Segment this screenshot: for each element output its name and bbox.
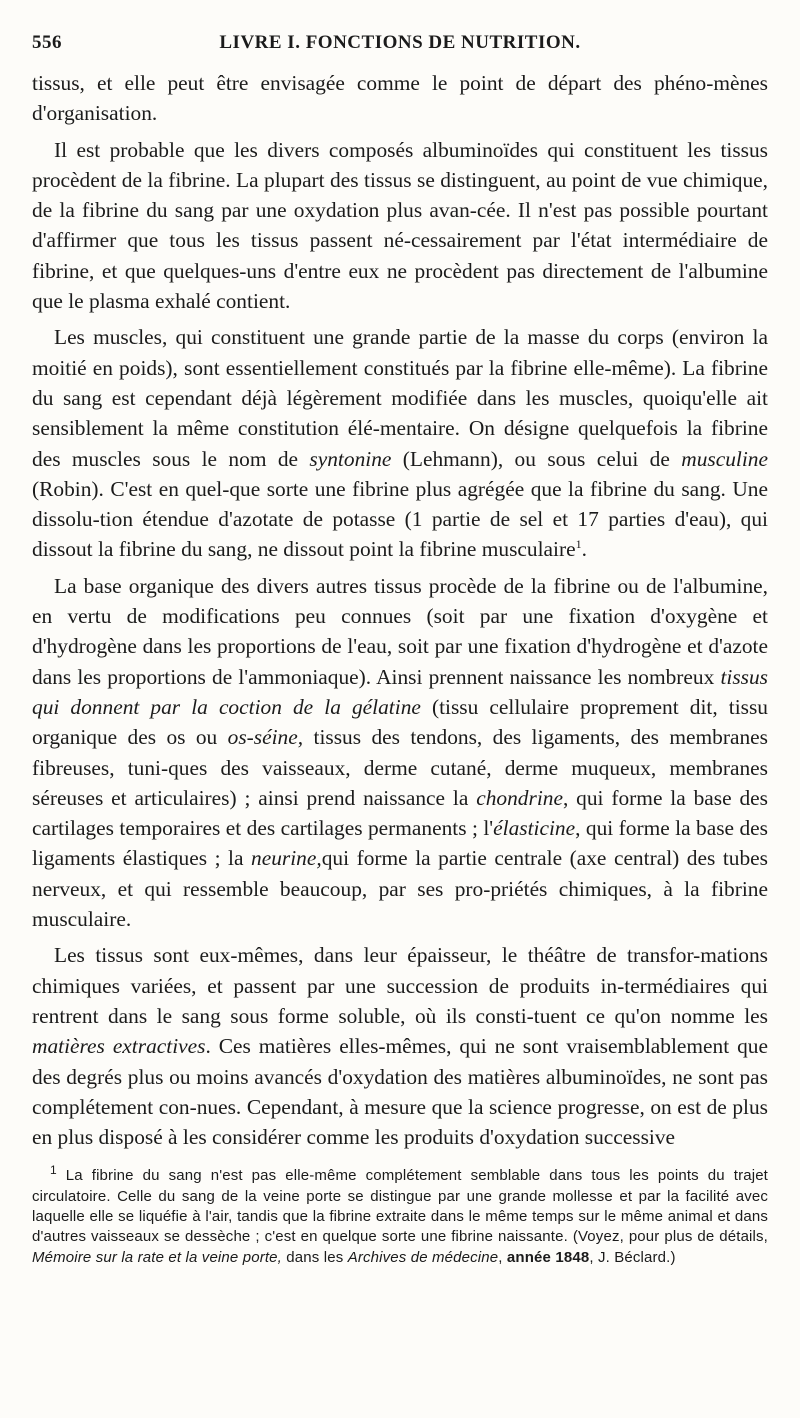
running-head-title: LIVRE I. FONCTIONS DE NUTRITION. <box>219 32 581 53</box>
italic-term: neurine, <box>251 846 322 871</box>
text-run: (Lehmann), ou sous celui de <box>391 446 682 471</box>
italic-term: chondrine <box>476 785 563 810</box>
text-run: année 1848 <box>506 1248 590 1266</box>
text-run: Il est probable que les divers composés albuminoïdes qui constituent les tissus procèdent de la fibrine. La plupart des tissus se distinguent, au point de vue chimique, de la fibrine du sang par une oxydation plus avan-cée. Il n'est pas possible pourtant d'affirmer que tous les tissus passent né-cessairement par l'état intermédiaire de fibrine, et que quelques-uns d'entre eux ne procèdent pas directement de l'albumine que le plasma exhalé contient. <box>32 137 768 314</box>
text-run: , qui forme la base des ligaments élastiques ; la <box>32 816 768 871</box>
text-run: . Ces matières elles-mêmes, qui ne sont vraisemblablement que des degrés plus ou moins avancés d'oxydation des matières albuminoïdes, ne sont pas complétement con-nues. Cependant, à mesure que la science progresse, on est de plus en plus disposé à les considérer comme les produits d'oxydation successive <box>32 1034 768 1150</box>
paragraph <box>32 135 768 317</box>
text-run: tissus, et elle peut être envisagée comme le point de départ des phéno-mènes d'organisation. <box>32 71 768 126</box>
paragraph <box>32 322 768 564</box>
footnote-marker: 1 <box>50 1163 57 1178</box>
footnote <box>32 1163 768 1267</box>
text-run: , <box>498 1248 507 1266</box>
text-run: Les muscles, qui constituent une grande partie de la masse du corps (environ la moitié en poids), sont essentiellement constitués par la fibrine elle-même). La fibrine du sang est cependant déjà légèrement modifiée dans les muscles, quoiqu'elle ait sensiblement la même constitution élé-mentaire. On désigne quelquefois la fibrine des muscles sous le nom de <box>32 325 768 471</box>
paragraph <box>32 940 768 1152</box>
text-run: , qui forme la base des cartilages temporaires et des cartilages permanents ; l' <box>32 785 768 841</box>
text-run: (Robin). C'est en quel-que sorte une fibrine plus agrégée que la fibrine du sang. Une dissolu-tion étendue d'azotate de potasse (1 partie de sel et 17 parties d'eau), qui dissout la fibrine du sang, ne dissout point la fibrine musculaire <box>32 476 768 562</box>
text-run: , J. Béclard.) <box>589 1248 676 1266</box>
book-page <box>32 28 768 1268</box>
italic-term: tissus qui donnent par la coction de la gélatine <box>32 664 768 719</box>
body-text <box>32 68 768 1152</box>
text-run: Les tissus sont eux-mêmes, dans leur épaisseur, le théâtre de transfor-mations chimiques variées, et passent par une succession de produits in-termédiaires qui rentrent dans le sang sous forme soluble, où ils consti-tuent ce qu'on nomme les <box>32 943 768 1028</box>
italic-term: syntonine <box>309 446 392 471</box>
paragraph <box>32 571 768 935</box>
text-run: (tissu cellulaire proprement dit, tissu organique des os ou <box>32 694 768 750</box>
italic-term: Mémoire sur la rate et la veine porte, <box>32 1248 282 1266</box>
page-number: 556 <box>32 32 62 53</box>
text-run: La fibrine du sang n'est pas elle-même complétement semblable dans tous les points du trajet circulatoire. Celle du sang de la veine porte se distingue par une grande mollesse et par la facilité avec laquelle elle se liquéfie à l'air, tandis que la fibrine extraite dans le même temps sur le même animal et dans d'autres vaisseaux se dessèche ; c'est en quelque sorte une fibrine naissante. (Voyez, pour plus de détails, <box>32 1167 768 1246</box>
italic-term: élasticine <box>493 816 576 841</box>
paragraph <box>32 68 768 129</box>
running-header <box>32 28 768 68</box>
text-run: tissus des tendons, des ligaments, des membranes fibreuses, tuni-ques des vaisseaux, derme cutané, derme muqueux, membranes séreuses et articulaires) ; ainsi prend naissance la <box>32 725 768 810</box>
text-run: qui forme la partie centrale (axe central) des tubes nerveux, et qui ressemble beaucoup, par ses pro-priétés chimiques, à la fibrine musculaire. <box>32 846 768 932</box>
text-run: . <box>581 537 587 562</box>
italic-term: Archives de médecine <box>347 1248 499 1266</box>
footnote-marker: 1 <box>575 537 582 552</box>
italic-term: matières extractives <box>32 1034 206 1059</box>
text-run: La base organique des divers autres tissus procède de la fibrine ou de l'albumine, en vertu de modifications peu connues (soit par une fixation d'oxygène et d'hydrogène dans les proportions de l'eau, soit par une fixation d'hydrogène et d'azote dans les proportions de l'ammoniaque). Ainsi prennent naissance les nombreux <box>32 573 768 689</box>
footnotes <box>32 1163 768 1267</box>
text-run: dans les <box>281 1248 348 1266</box>
italic-term: musculine <box>681 446 768 471</box>
italic-term: os-séine, <box>227 725 304 750</box>
